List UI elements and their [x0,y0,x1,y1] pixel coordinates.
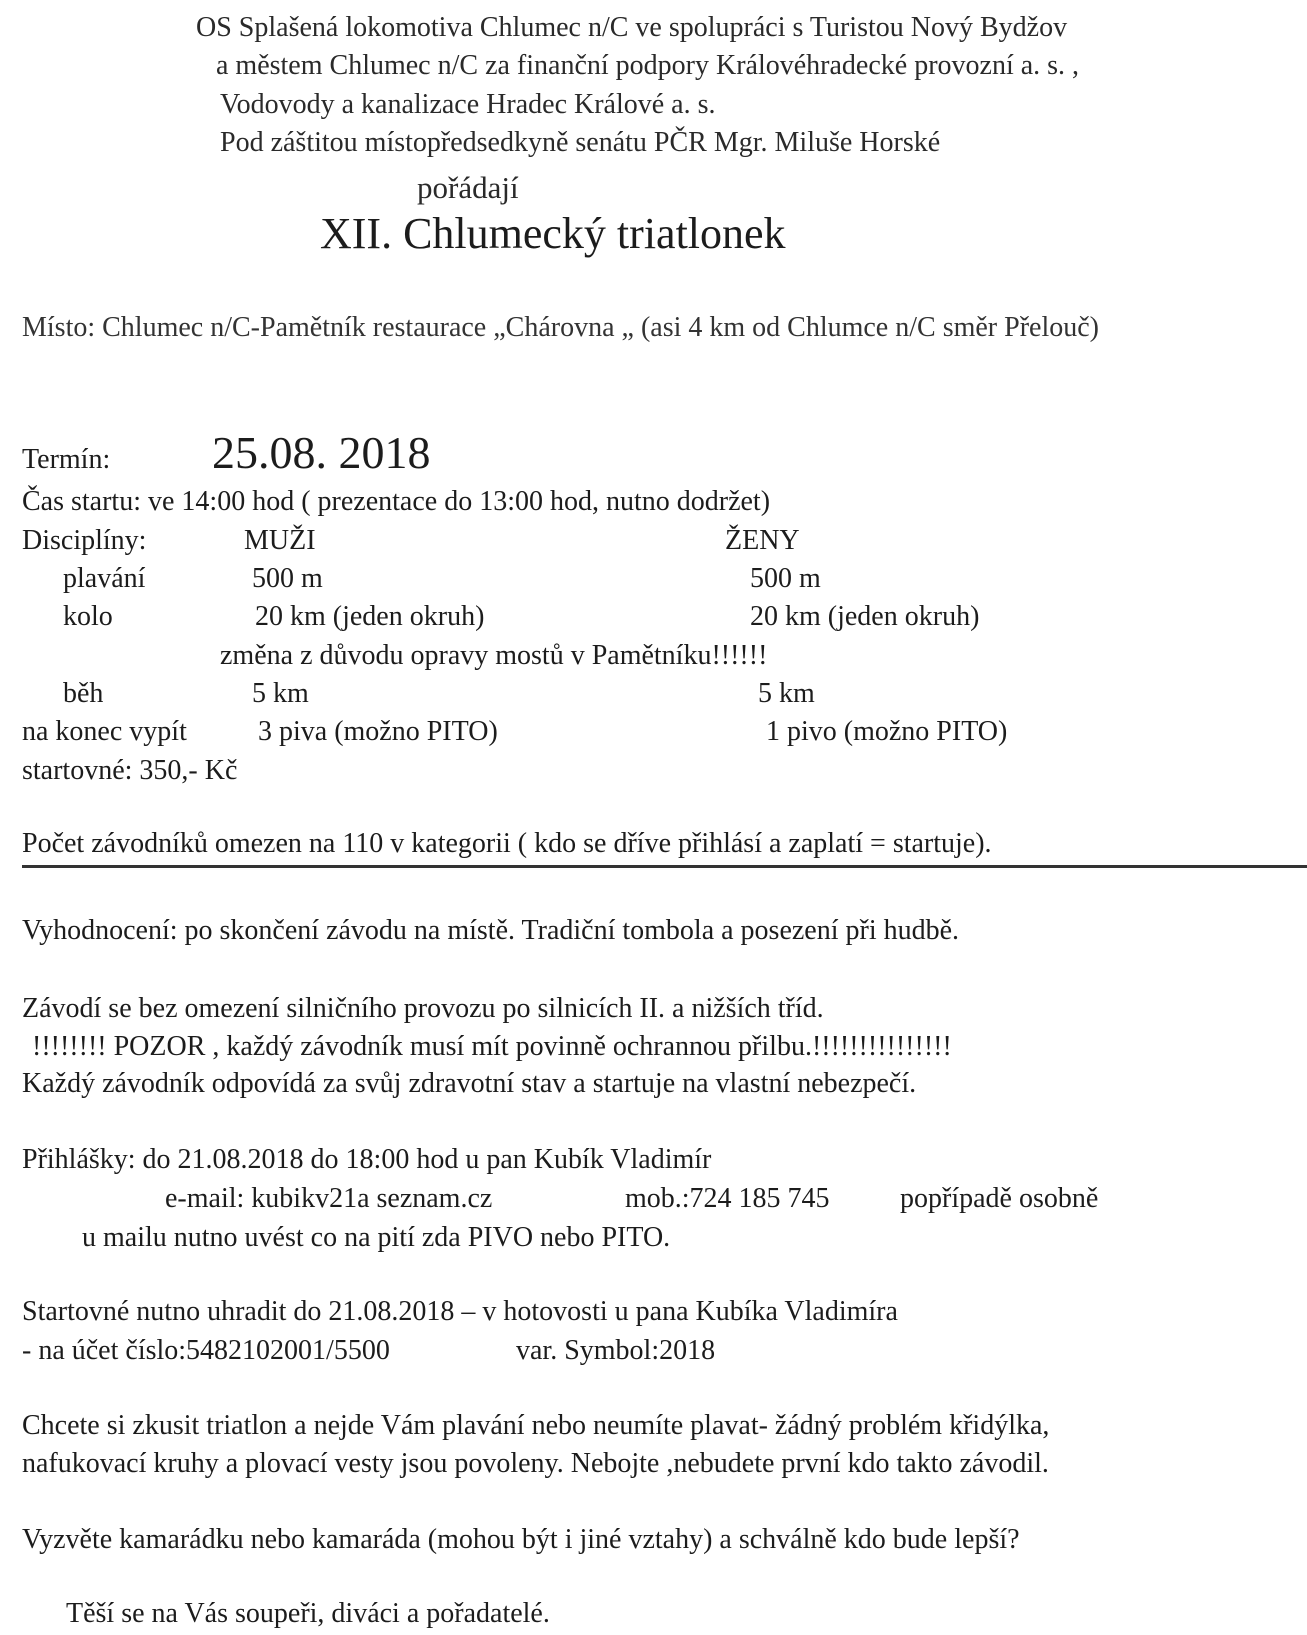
registration-personal: popřípadě osobně [900,1183,1099,1214]
header-line-4: Pod záštitou místopředsedkyně senátu PČR Mgr. Miluše Horské [220,127,941,158]
evaluation: Vyhodnocení: po skončení závodu na místě. Tradiční tombola a posezení při hudbě. [22,915,960,946]
discipline-bike: kolo [63,601,113,632]
header-line-1: OS Splašená lokomotiva Chlumec n/C ve spolupráci s Turistou Nový Bydžov [196,12,1068,43]
payment-account: - na účet číslo:5482102001/5500 [22,1335,390,1366]
encouragement-line-2: nafukovací kruhy a plovací vesty jsou povoleny. Nebojte ,nebudete první kdo takto závodil. [22,1448,1049,1479]
women-header: ŽENY [725,525,800,556]
run-men: 5 km [252,678,309,709]
swim-women: 500 m [750,563,821,594]
organizers-label: pořádají [417,170,519,205]
registration-phone: mob.:724 185 745 [625,1183,830,1214]
discipline-run: běh [63,678,104,709]
event-date: 25.08. 2018 [212,427,431,478]
rule-line-1: Závodí se bez omezení silničního provozu po silnicích II. a nižších tříd. [22,993,824,1024]
payment-symbol: var. Symbol:2018 [516,1335,716,1366]
bike-men: 20 km (jeden okruh) [255,601,485,632]
payment-line: Startovné nutno uhradit do 21.08.2018 – v hotovosti u pana Kubíka Vladimíra [22,1296,898,1327]
run-women: 5 km [758,678,815,709]
rule-line-3: Každý závodník odpovídá za svůj zdravotní stav a startuje na vlastní nebezpečí. [22,1068,917,1099]
rule-line-2: !!!!!!!! POZOR , každý závodník musí mít povinně ochrannou přilbu.!!!!!!!!!!!!!!! [32,1031,952,1062]
disciplines-label: Disciplíny: [22,525,147,556]
men-header: MUŽI [244,525,316,556]
start-time: Čas startu: ve 14:00 hod ( prezentace do 13:00 hod, nutno dodržet) [22,486,771,517]
participant-limit: Počet závodníků omezen na 110 v kategorii ( kdo se dříve přihlásí a zaplatí = startuje). [22,828,992,859]
swim-men: 500 m [252,563,323,594]
bike-women: 20 km (jeden okruh) [750,601,980,632]
drink-men: 3 piva (možno PITO) [258,716,498,747]
event-title: XII. Chlumecký triatlonek [320,209,786,258]
header-line-3: Vodovody a kanalizace Hradec Králové a. s. [220,89,716,120]
registration-line: Přihlášky: do 21.08.2018 do 18:00 hod u pan Kubík Vladimír [22,1144,712,1175]
registration-note: u mailu nutno uvést co na pití zda PIVO nebo PITO. [82,1222,671,1253]
closing: Těší se na Vás soupeři, diváci a pořadatelé. [66,1598,550,1629]
registration-email: e-mail: kubikv21a seznam.cz [165,1183,493,1214]
change-note: změna z důvodu opravy mostů v Pamětníku!!!!!! [220,640,768,671]
encouragement-line-1: Chcete si zkusit triatlon a nejde Vám plavání nebo neumíte plavat- žádný problém křidýlka, [22,1410,1050,1441]
challenge: Vyzvěte kamarádku nebo kamaráda (mohou být i jiné vztahy) a schválně kdo bude lepší? [22,1524,1020,1555]
header-line-2: a městem Chlumec n/C za finanční podpory Královéhradecké provozní a. s. , [216,50,1080,81]
entry-fee: startovné: 350,- Kč [22,755,238,786]
drink-women: 1 pivo (možno PITO) [766,716,1008,747]
term-label: Termín: [22,444,111,475]
drink-label: na konec vypít [22,716,187,747]
horizontal-rule [22,865,1307,868]
place-line: Místo: Chlumec n/C-Pamětník restaurace „Chárovna „ (asi 4 km od Chlumce n/C směr Přelouč) [22,312,1099,343]
discipline-swim: plavání [63,563,146,594]
